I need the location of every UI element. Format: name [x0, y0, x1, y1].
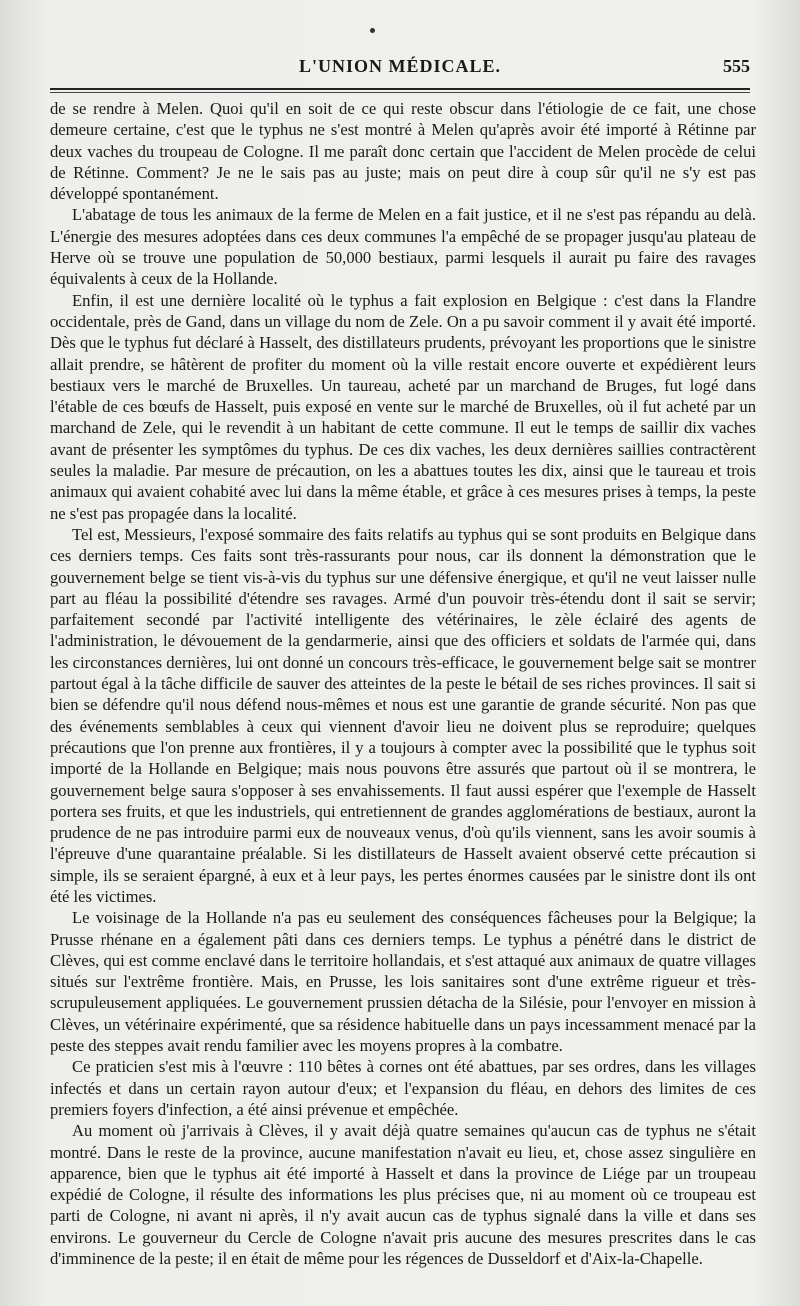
paragraph: Ce praticien s'est mis à l'œuvre : 110 bêtes à cornes ont été abattues, par ses ordres, dans les villages infectés et dans un certain rayon autour d'eux; et l'expansion du fléau, en dehors des limites de ces premiers foyers d'infection, a été ainsi prévenue et empêchée.: [50, 1057, 756, 1119]
header-rule-thin: [50, 92, 750, 93]
paragraph: Au moment où j'arrivais à Clèves, il y avait déjà quatre semaines qu'aucun cas de typhus ne s'était montré. Dans le reste de la province, aucune manifestation n'avait eu lieu, et, chose assez singulière en apparence, bien que le typhus ait été importé à Hasselt et dans la province de Liége par un troupeau expédié de Cologne, il résulte des informations les plus précises que, ni au moment où ce troupeau est parti de Cologne, ni avant ni après, il n'y avait aucun cas de typhus signalé dans la ville et dans ses environs. Le gouverneur du Cercle de Cologne n'avait pris aucune des mesures prescrites dans le cas d'imminence de la peste; il en était de même pour les régences de Dusseldorf et d'Aix-la-Chapelle.: [50, 1121, 756, 1269]
running-header: [50, 56, 750, 86]
page-number: 555: [723, 56, 750, 76]
ink-dot: [370, 28, 375, 33]
paragraph: Enfin, il est une dernière localité où le typhus a fait explosion en Belgique : c'est dans la Flandre occidentale, près de Gand, dans un village du nom de Zele. On a pu savoir comment il y avait été importé. Dès que le typhus fut déclaré à Hasselt, des distillateurs prudents, prévoyant les proportions que le sinistre allait prendre, se hâtèrent de profiter du moment où la ville restait encore ouverte et expédièrent leurs bestiaux vers le marché de Bruxelles. Un taureau, acheté par un marchand de Bruges, fut logé dans l'étable de ces bœufs de Hasselt, puis exposé en vente sur le marché de Bruxelles, où il fut acheté par un marchand de Zele, qui le revendit à un habitant de cette commune. Il eut le temps de saillir dix vaches avant de présenter les symptômes du typhus. De ces dix vaches, les deux dernières saillies contractèrent seules la maladie. Par mesure de précaution, on les a abattues toutes les dix, ainsi que le taureau et trois animaux qui avaient cohabité avec lui dans la même étable, et grâce à ces mesures prises à temps, la peste ne s'est pas propagée dans la localité.: [50, 290, 756, 523]
paragraph: Le voisinage de la Hollande n'a pas eu seulement des conséquences fâcheuses pour la Belgique; la Prusse rhénane en a également pâti dans ces derniers temps. Le typhus a pénétré dans le district de Clèves, qui est comme enclavé dans le territoire hollandais, et s'est attaqué aux animaux de quatre villages situés sur l'extrême frontière. Mais, en Prusse, les lois sanitaires sont d'une extrême rigueur et très-scrupuleusement appliquées. Le gouvernement prussien détacha de la Silésie, pour l'envoyer en mission à Clèves, un vétérinaire expérimenté, que sa résidence habituelle dans un pays incessamment menacé par la peste des steppes avait rendu familier avec les moyens propres à la combatre.: [50, 908, 756, 1056]
paragraph: de se rendre à Melen. Quoi qu'il en soit de ce qui reste obscur dans l'étiologie de ce fait, une chose demeure certaine, c'est que le typhus ne s'est montré à Melen qu'après avoir été importé à Rétinne par deux vaches du troupeau de Cologne. Il me paraît donc certain que l'accident de Melen procède de celui de Rétinne. Comment? Je ne le sais pas au juste; mais on peut dire à coup sûr qu'il ne s'y est pas développé spontanément.: [50, 99, 756, 204]
header-rule: [50, 88, 750, 90]
paragraph: Tel est, Messieurs, l'exposé sommaire des faits relatifs au typhus qui se sont produits en Belgique dans ces derniers temps. Ces faits sont très-rassurants pour nous, car ils donnent la démonstration que le gouvernement belge se tient vis-à-vis du typhus sur une défensive énergique, et qu'il ne veut laisser nulle part au fléau la possibilité d'étendre ses ravages. Armé d'un pouvoir très-étendu dont il sait se servir; parfaitement secondé par l'activité intelligente des vétérinaires, le zèle éclairé des agents de l'administration, le dévouement de la gendarmerie, ainsi que des officiers et soldats de l'armée qui, dans les circonstances dernières, lui ont donné un concours très-efficace, le gouvernement belge sait se montrer partout égal à la tâche difficile de sauver des atteintes de la peste le bétail de ses riches provinces. Il sait si bien se défendre qu'il nous défend nous-mêmes et nous est une garantie de grande sécurité. Non pas que des événements semblables à ceux qui viennent d'avoir lieu ne doivent plus se reproduire; quelques précautions que l'on prenne aux frontières, il y a toujours à compter avec la possibilité que le typhus soit importé de la Hollande en Belgique; mais nous pouvons être assurés que partout où il se montrera, le gouvernement belge saura s'opposer à ses envahissements. Il faut aussi espérer que l'exemple de Hasselt portera ses fruits, et que les industriels, qui entretiennent de grandes agglomérations de bestiaux, auront la prudence de ne pas introduire parmi eux de nouveaux venus, d'où qu'ils viennent, sans les avoir soumis à l'épreuve d'une quarantaine préalable. Si les distillateurs de Hasselt avaient observé cette précaution si simple, ils se seraient épargné, à eux et à leur pays, les pertes énormes causées par le sinistre dont ils ont été les victimes.: [50, 524, 756, 906]
journal-title: L'UNION MÉDICALE.: [298, 56, 502, 76]
paragraph: L'abatage de tous les animaux de la ferme de Melen en a fait justice, et il ne s'est pas répandu au delà. L'énergie des mesures adoptées dans ces deux communes l'a empêché de se propager jusqu'au plateau de Herve où se trouve une population de 50,000 bestiaux, parmi lesquels il aurait pu faire des ravages équivalents à ceux de la Hollande.: [50, 205, 756, 289]
body-text: [50, 98, 756, 1269]
